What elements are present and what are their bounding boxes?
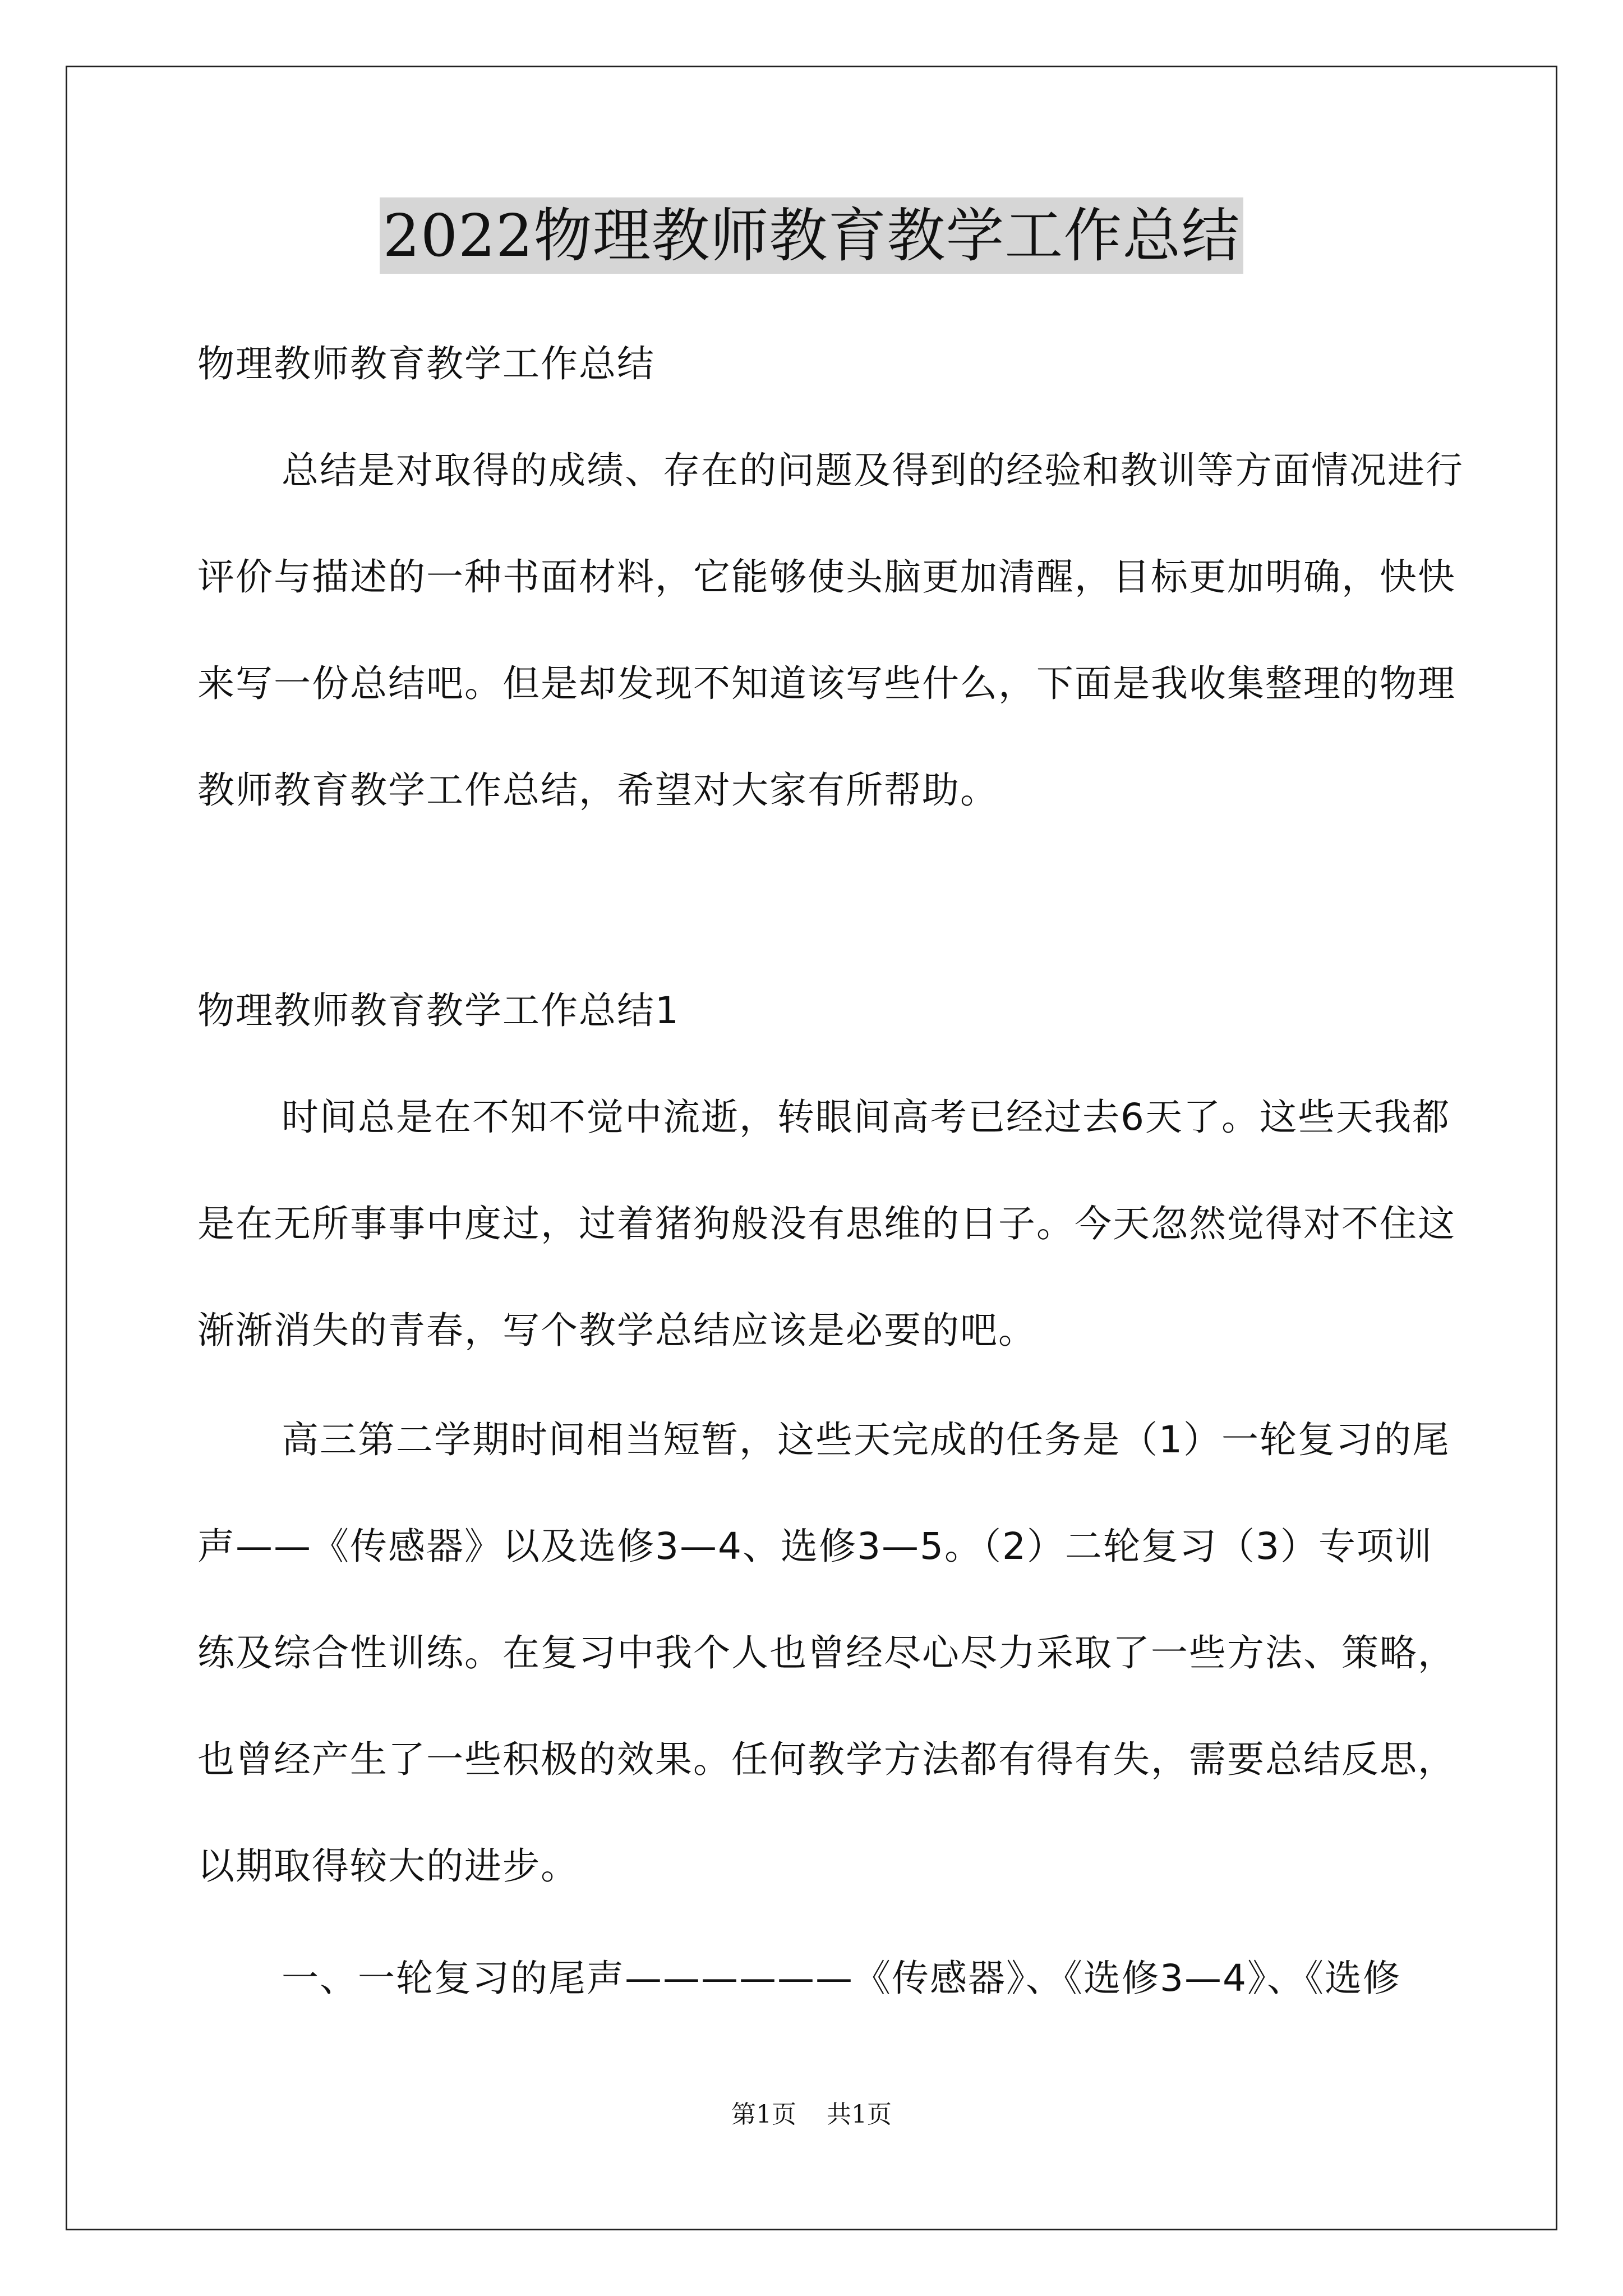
body-paragraph-1: 时间总是在不知不觉中流逝，转眼间高考已经过去6天了。这些天我都是在无所事事中度过，过着猪狗般没有思维的日子。今天忽然觉得对不住这渐渐消失的青春，写个教学总结应该是必要的吧。 xyxy=(197,1096,1456,1352)
section-heading: 物理教师教育教学工作总结1 xyxy=(197,989,680,1032)
page-number: 第1页 xyxy=(731,2100,796,2129)
body-paragraph-3: 一、一轮复习的尾声——————《传感器》、《选修3—4》、《选修 xyxy=(282,1957,1401,2000)
body-paragraph-2: 高三第二学期时间相当短暂，这些天完成的任务是（1）一轮复习的尾声——《传感器》以及选修3—4、选修3—5。（2）二轮复习（3）专项训练及综合性训练。在复习中我个人也曾经尽心尽力采取了一些方法、策略，也曾经产生了一些积极的效果。任何教学方法都有得有失，需要总结反思，以期取得较大的进步。 xyxy=(197,1418,1456,1888)
page-total: 共1页 xyxy=(827,2100,892,2129)
document-title: 2022物理教师教育教学工作总结 xyxy=(380,197,1244,274)
intro-paragraph: 总结是对取得的成绩、存在的问题及得到的经验和教训等方面情况进行评价与描述的一种书面材料，它能够使头脑更加清醒，目标更加明确，快快来写一份总结吧。但是却发现不知道该写些什么，下面是我收集整理的物理教师教育教学工作总结，希望对大家有所帮助。 xyxy=(197,449,1464,812)
document-subtitle: 物理教师教育教学工作总结 xyxy=(197,342,655,385)
title-container xyxy=(0,197,1623,274)
page-footer xyxy=(0,2098,1623,2132)
